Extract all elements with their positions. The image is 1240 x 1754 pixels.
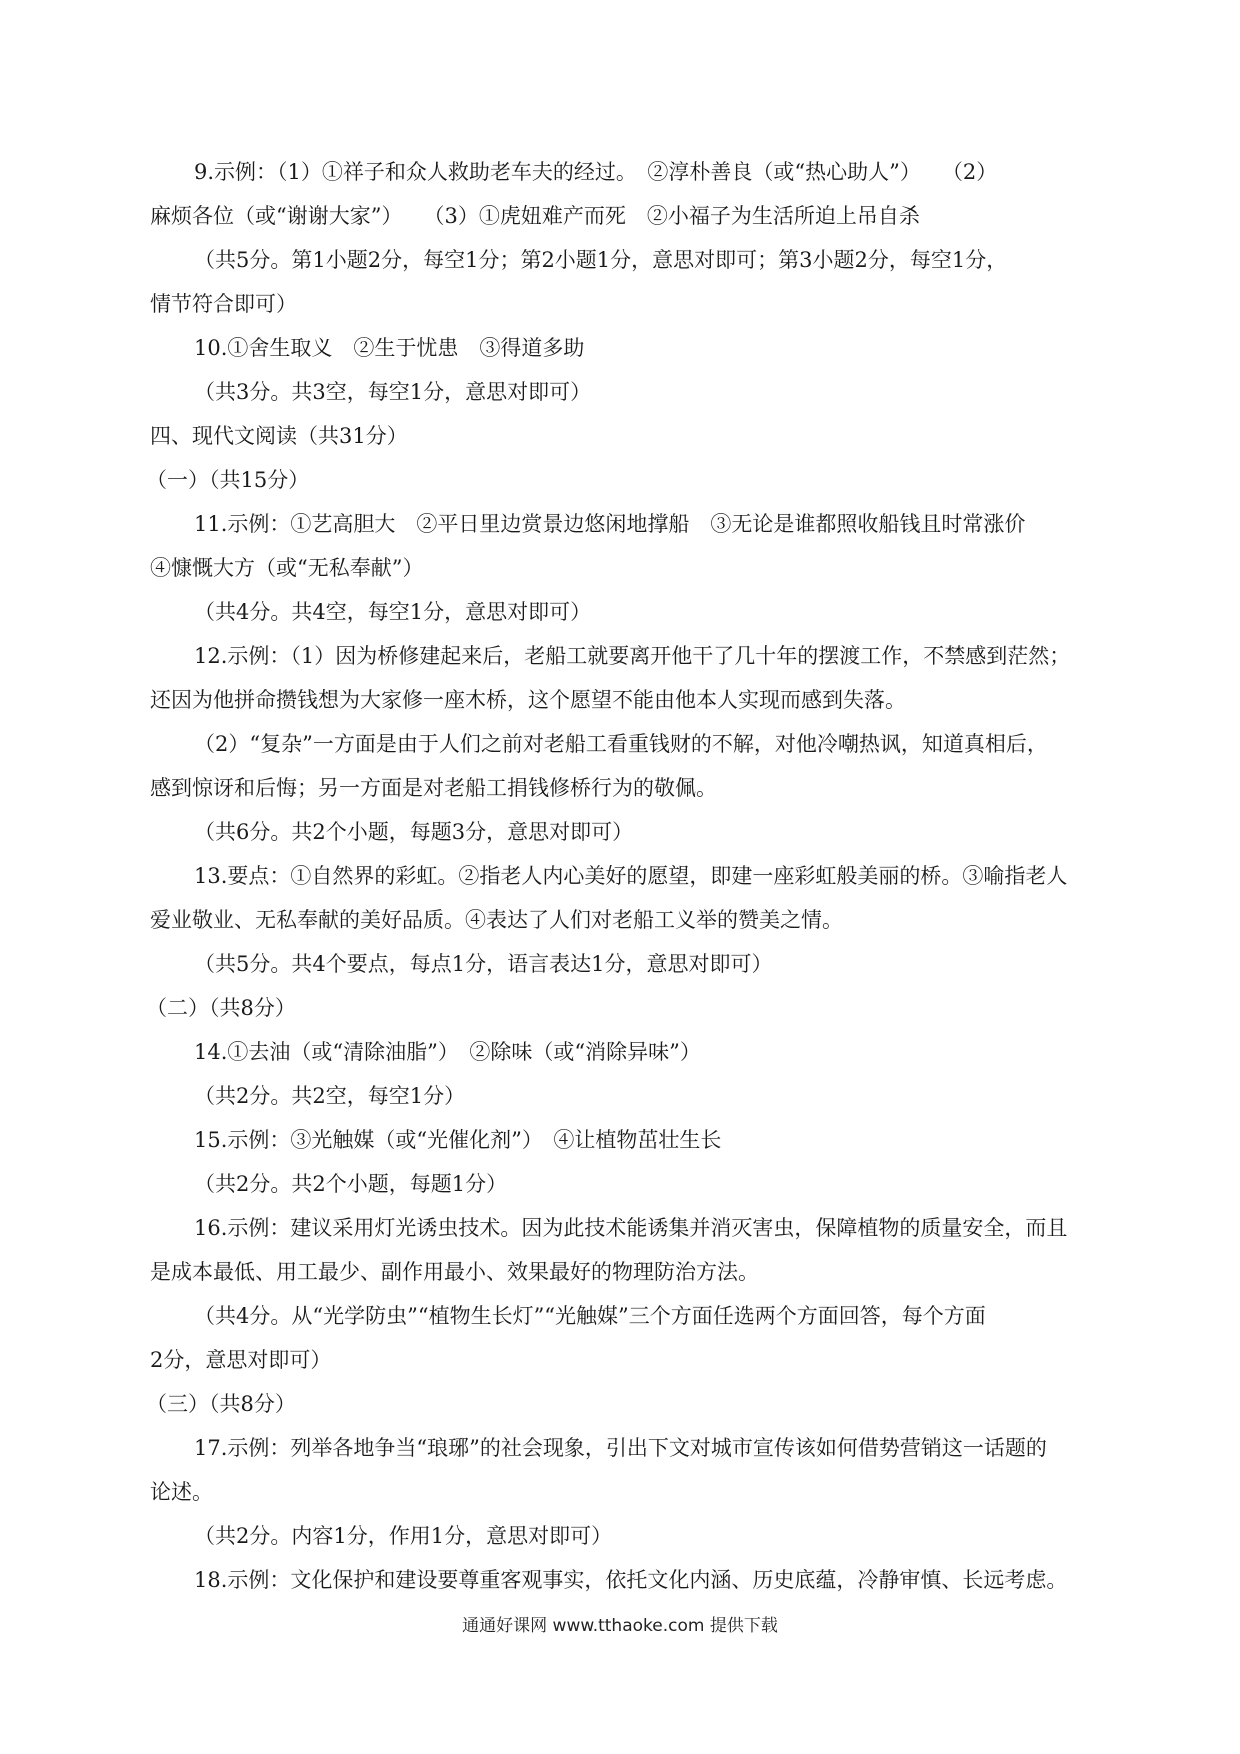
subsection-heading: （二）（共8分）	[146, 996, 296, 1020]
answer-key-page	[146, 150, 1100, 1602]
footer-source-note: 通通好课网 www.tthaoke.com 提供下载	[462, 1616, 778, 1636]
text-line: 感到惊讶和后悔；另一方面是对老船工捐钱修桥行为的敬佩。	[150, 776, 717, 800]
text-line: ④慷慨大方（或“无私奉献”）	[150, 556, 424, 580]
score-note: （共5分。共4个要点，每点1分，语言表达1分，意思对即可）	[194, 952, 773, 976]
score-note: （共2分。共2空，每空1分）	[194, 1084, 466, 1108]
text-line: 11.示例：①艺高胆大 ②平日里边赏景边悠闲地撑船 ③无论是谁都照收船钱且时常涨价	[194, 512, 1026, 536]
text-line: 10.①舍生取义 ②生于忧患 ③得道多助	[194, 336, 585, 360]
score-note: （共3分。共3空，每空1分，意思对即可）	[194, 380, 592, 404]
text-line: 13.要点：①自然界的彩虹。②指老人内心美好的愿望，即建一座彩虹般美丽的桥。③喻指老人	[194, 864, 1068, 888]
text-line: 爱业敬业、无私奉献的美好品质。④表达了人们对老船工义举的赞美之情。	[150, 908, 843, 932]
score-note: （共2分。内容1分，作用1分，意思对即可）	[194, 1524, 613, 1548]
score-note: （共4分。从“光学防虫”“植物生长灯”“光触媒”三个方面任选两个方面回答，每个方面	[194, 1304, 986, 1328]
score-note: （共2分。共2个小题，每题1分）	[194, 1172, 508, 1196]
score-note: 情节符合即可）	[150, 292, 297, 316]
score-note: 2分，意思对即可）	[150, 1348, 332, 1372]
text-line: 还因为他拼命攒钱想为大家修一座木桥，这个愿望不能由他本人实现而感到失落。	[150, 688, 906, 712]
text-line: （2）“复杂”一方面是由于人们之前对老船工看重钱财的不解，对他冷嘲热讽，知道真相后，	[194, 732, 1048, 756]
text-line: 论述。	[150, 1480, 213, 1504]
score-note: （共4分。共4空，每空1分，意思对即可）	[194, 600, 592, 624]
subsection-heading: （三）（共8分）	[146, 1392, 296, 1416]
text-line: 15.示例：③光触媒（或“光催化剂”） ④让植物茁壮生长	[194, 1128, 722, 1152]
text-line: 麻烦各位（或“谢谢大家”） （3）①虎妞难产而死 ②小福子为生活所迫上吊自杀	[150, 204, 920, 228]
subsection-heading: （一）（共15分）	[146, 468, 310, 492]
section-heading: 四、现代文阅读（共31分）	[150, 424, 408, 448]
text-line: 18.示例：文化保护和建设要尊重客观事实，依托文化内涵、历史底蕴，冷静审慎、长远考虑。	[194, 1568, 1068, 1592]
text-line: 17.示例：列举各地争当“琅琊”的社会现象，引出下文对城市宣传该如何借势营销这一话题的	[194, 1436, 1047, 1460]
text-line: 12.示例：（1）因为桥修建起来后，老船工就要离开他干了几十年的摆渡工作，不禁感到茫然；	[194, 644, 1071, 668]
text-line: 9.示例：（1）①祥子和众人救助老车夫的经过。 ②淳朴善良（或“热心助人”） （2）	[194, 160, 998, 184]
score-note: （共6分。共2个小题，每题3分，意思对即可）	[194, 820, 634, 844]
score-note: （共5分。第1小题2分，每空1分；第2小题1分，意思对即可；第3小题2分，每空1分，	[194, 248, 1008, 272]
text-line: 14.①去油（或“清除油脂”） ②除味（或“消除异味”）	[194, 1040, 701, 1064]
text-line: 16.示例：建议采用灯光诱虫技术。因为此技术能诱集并消灭害虫，保障植物的质量安全，而且	[194, 1216, 1068, 1240]
text-line: 是成本最低、用工最少、副作用最小、效果最好的物理防治方法。	[150, 1260, 759, 1284]
